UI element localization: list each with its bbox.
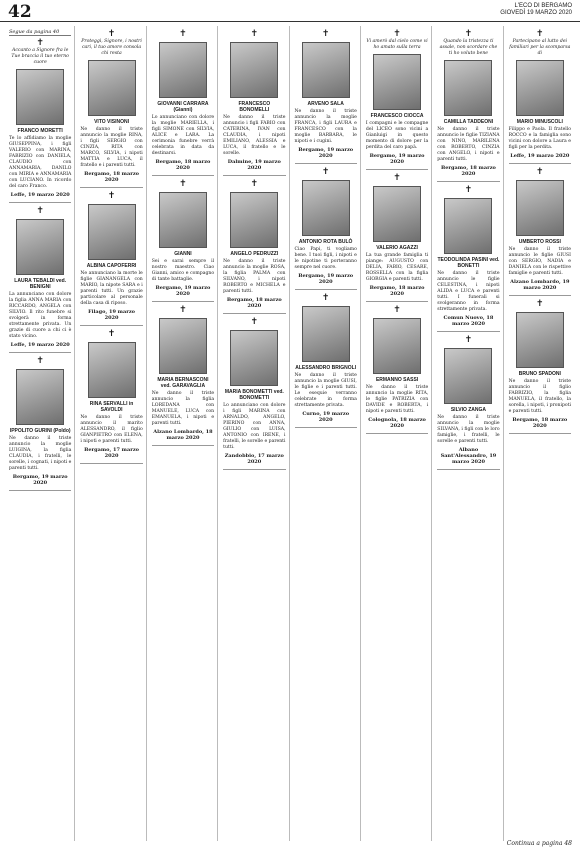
obituary-column <box>363 26 432 841</box>
notice-place-date: Bergamo, 19 marzo 2020 <box>298 147 354 159</box>
notice-text: Ne annunciano la morte le figlie GIANANGELA con MARIO, la nipote SARA e i parenti tutti. Un grazie particolare al personale della casa di riposo. <box>80 271 143 306</box>
notice-text: Ne danno il triste annuncio la moglie FRANCA, i figli LAURA e FRANCESCO con la moglie BARBARA, le nipoti e i cugini. <box>294 109 357 144</box>
portrait-photo <box>444 348 492 404</box>
portrait-photo <box>516 180 564 236</box>
obituary-column <box>292 26 361 841</box>
notice-text: Ne danno il triste annuncio i figli FABIO con CATERINA, IVAN con CLAUDIA, i nipoti EMILIANO, ALESSIA e LUCA, il fratello e le sorelle. <box>223 115 286 156</box>
cross-icon: ✝ <box>36 38 44 48</box>
obituary-notice <box>152 176 214 302</box>
obituary-notice <box>80 26 142 188</box>
deceased-name: VALERIO AGAZZI <box>376 245 418 251</box>
page-number: 42 <box>8 2 32 22</box>
deceased-name: ERMANNO SASSI <box>375 377 419 383</box>
portrait-photo <box>159 318 207 374</box>
obituary-column <box>6 26 75 841</box>
notice-text: Ne danno il triste annuncio il figlio FABRIZIO, la figlia MANUELA, il fratello, la sorella, i nipoti, i pronipoti e parenti tutti. <box>508 379 571 414</box>
continued-from-label: Segue da pagina 40 <box>9 29 71 36</box>
deceased-name: GIOVANNI CARRARA (Gianni) <box>157 101 209 113</box>
deceased-name: FRANCESCO CIOCCA <box>370 113 424 119</box>
notice-place-date: Bergamo, 18 marzo 2020 <box>512 417 568 429</box>
deceased-name: ALBINA CAPOFERRI <box>86 263 137 269</box>
cross-icon: ✝ <box>250 29 259 39</box>
cross-icon: ✝ <box>179 305 187 315</box>
portrait-photo <box>516 312 564 368</box>
notice-text: Te lo affidiamo la moglie GIUSEPPINA, i figli VALERIO con MARINA, FABRIZIO con DANIELA, CLAUDIO con ANNAMARIA, DANILO con MIRIA e ANNAMARIA con LUCIANO. In ricordo del caro Franco. <box>9 136 72 189</box>
cross-icon: ✝ <box>536 299 544 309</box>
deceased-name: UMBERTO ROSSI <box>518 239 561 245</box>
portrait-photo <box>444 60 492 116</box>
obituary-notice <box>9 203 71 353</box>
deceased-name: ANTONIO ROTA BULÒ <box>298 239 353 245</box>
notice-text: Ne danno il triste annuncio la figlia LOREDANA con MANUELE, LUCA con EMANUELA, i nipoti e parenti tutti. <box>151 391 215 426</box>
cross-icon: ✝ <box>107 329 116 339</box>
deceased-name: MARIA BERNASCONI ved. GARAVAGLIA <box>157 377 209 389</box>
notice-text: I compagni e le compagne del LICEO sono vicini a Gianluigi in questo momento di dolore per la perdita del caro papà. <box>365 121 429 150</box>
portrait-photo <box>230 192 278 248</box>
notice-text: La tua grande famiglia ti piange: AUGUSTO con DELIA, FABIO, CESARE, ROSSELLA con la figlia GIORGIA e parenti tutti. <box>365 253 429 282</box>
obituary-notice <box>509 296 571 434</box>
cross-icon: ✝ <box>107 191 116 201</box>
notice-text: Lo annunciano con dolore la moglie MARIELLA, i figli SIMONE con SILVIA, ALICE e LARA. La cerimonia funebre verrà celebrata in data da destinarsi. <box>151 115 215 156</box>
notice-text: Ne danno il triste annuncio la moglie ROSA, la figlia PALMA con SILVANO, i nipoti ROBERTO e MICHELA e parenti tutti. <box>223 259 286 294</box>
portrait-photo <box>373 54 421 110</box>
deceased-name: GIANNI <box>174 251 192 257</box>
notice-text: Ne danno il triste annuncio la moglie SILVANA, i figli con le loro famiglie, i fratelli, le sorelle e parenti tutti. <box>437 415 500 444</box>
notice-place-date: Alzano Lombardo, 18 marzo 2020 <box>153 429 213 441</box>
portrait-photo <box>373 186 421 242</box>
obituary-notice <box>366 26 428 170</box>
notice-text: Lo annunciano con dolore i figli MARINA con ARNALDO, ANGELO, PIERINO con ANNA, GIULIO con LUISA, ANTONIO con IRENE, i fratelli, le sorelle e parenti tutti. <box>223 403 286 450</box>
notice-place-date: Bergamo, 19 marzo 2020 <box>298 273 354 285</box>
paper-name: L'ECO DI BERGAMO <box>514 3 572 9</box>
notice-place-date: Leffe, 19 marzo 2020 <box>10 342 70 348</box>
cross-icon: ✝ <box>464 335 473 345</box>
notice-verse: Partecipano al lutto dei familiari per la scomparsa di <box>509 39 571 56</box>
portrait-photo <box>159 192 207 248</box>
deceased-name: IPPOLITO GURINI (Poldo) <box>9 428 71 434</box>
notice-verse: Proteggi, Signore, i nostri cari, il tuo amore consola chi resta <box>81 39 142 56</box>
deceased-name: RINA SERVALLI in SAVOLDI <box>89 401 134 413</box>
deceased-name: MARIO MINUSCOLI <box>516 119 563 125</box>
portrait-photo <box>159 42 207 98</box>
cross-icon: ✝ <box>36 206 44 216</box>
cross-icon: ✝ <box>464 29 473 39</box>
portrait-photo <box>16 219 64 275</box>
obituary-notice <box>295 290 357 428</box>
deceased-name: TEODOLINDA PASINI ved. BONETTI <box>437 257 500 269</box>
portrait-photo <box>16 369 64 425</box>
notice-place-date: Colognola, 18 marzo 2020 <box>368 417 426 429</box>
portrait-photo <box>16 69 64 125</box>
obituary-notice <box>295 26 357 164</box>
notice-place-date: Comun Nuovo, 18 marzo 2020 <box>443 315 494 327</box>
continues-note: Continua a pagina 48 <box>506 840 572 847</box>
obituary-columns <box>6 26 574 841</box>
deceased-name: SILVIO ZANGA <box>450 407 487 413</box>
cross-icon: ✝ <box>250 179 259 189</box>
notice-text: Ne danno il triste annuncio le figlie TIZIANA con NINO, MARILENA con ROBERTO, CINZIA con ANGELO, i nipoti e parenti tutti. <box>437 127 500 162</box>
notice-place-date: Bergamo, 18 marzo 2020 <box>226 297 282 309</box>
notice-verse: Vi amerò dal cielo come vi ho amato sulla terra <box>366 39 428 50</box>
notice-text: Ne danno il triste annuncio la moglie RITA, le figlie PATRIZIA con DAVIDE e ROBERTA, i nipoti e parenti tutti. <box>365 385 429 414</box>
cross-icon: ✝ <box>393 29 401 39</box>
obituary-notice <box>9 353 71 491</box>
deceased-name: MARIA BONOMETTI ved. BONOMETTI <box>224 389 284 401</box>
deceased-name: ANGELO PEDRUZZI <box>230 251 279 257</box>
notice-verse: Quando la tristezza ti assale, non scordare che ti ho voluto bene <box>439 39 498 56</box>
notice-text: Ne danno il triste annuncio le figlie GIUSI con SERGIO, NADIA e DANIELA con le rispettive famiglie e parenti tutti. <box>508 247 571 276</box>
notice-place-date: Bergamo, 18 marzo 2020 <box>440 165 496 177</box>
obituary-notice <box>437 182 499 332</box>
notice-text: Sei e sarai sempre il nostro maestro. Ciao Gianni, amico e compagno di tante battaglie. <box>151 259 215 282</box>
deceased-name: BRUNO SPADONI <box>518 371 561 377</box>
obituary-notice <box>223 176 285 314</box>
deceased-name: FRANCO MORETTI <box>17 128 63 134</box>
notice-text: Ne danno il triste annuncio la moglie RINA, i figli SERGIO con CINZIA, RITA con MARCO, SILVIA, i nipoti MATTIA e LUCA, il fratello e i parenti tutti. <box>80 127 143 168</box>
notice-place-date: Albano Sant'Alessandro, 19 marzo 2020 <box>440 447 497 465</box>
obituary-column <box>149 26 218 841</box>
portrait-photo <box>302 42 350 98</box>
obituary-column <box>434 26 503 841</box>
page-header <box>0 0 580 22</box>
obituary-column <box>506 26 574 841</box>
deceased-name: CAMILLA TADDEONI <box>443 119 494 125</box>
deceased-name: VITO VISINONI <box>94 119 130 125</box>
portrait-photo <box>230 330 278 386</box>
obituary-notice <box>223 314 285 470</box>
portrait-photo <box>230 42 278 98</box>
notice-place-date: Filago, 19 marzo 2020 <box>88 309 136 321</box>
portrait-photo <box>444 198 492 254</box>
portrait-photo <box>373 318 421 374</box>
cross-icon: ✝ <box>536 167 544 177</box>
notice-place-date: Bergamo, 19 marzo 2020 <box>155 285 211 297</box>
notice-place-date: Dalmine, 19 marzo 2020 <box>227 159 281 171</box>
notice-text: Ne danno il triste annuncio la moglie LUIGINA, la figlia CLAUDIA, i fratelli, le sorelle, i cognati, i nipoti e parenti tutti. <box>9 436 72 471</box>
paper-masthead <box>500 3 572 17</box>
obituary-column <box>77 26 146 841</box>
notice-place-date: Bergamo, 17 marzo 2020 <box>84 447 140 459</box>
cross-icon: ✝ <box>321 293 330 303</box>
cross-icon: ✝ <box>393 173 401 183</box>
notice-text: Ciao Papi, ti vogliamo bene. I tuoi figli, i nipoti e le nipotine ti porteranno sempre nel cuore. <box>294 247 357 270</box>
obituary-notice <box>80 326 142 464</box>
obituary-notice <box>366 170 428 302</box>
notice-verse: Accanto a Signore fra le Tue braccia il tuo eterno cuore <box>11 48 69 65</box>
notice-place-date: Alzano Lombardo, 19 marzo 2020 <box>510 279 570 291</box>
obituary-notice <box>152 302 214 446</box>
portrait-photo <box>302 180 350 236</box>
notice-place-date: Zandobbio, 17 marzo 2020 <box>224 453 284 465</box>
cross-icon: ✝ <box>250 317 259 327</box>
notice-place-date: Leffe, 19 marzo 2020 <box>510 153 570 159</box>
deceased-name: ALESSANDRO BRIGNOLI <box>295 365 357 371</box>
notice-text: Ne danno il triste annuncio le figlie CELESTINA, i nipoti ALIDA e LUCA e parenti tutti. I funerali si svolgeranno in forma strettamente privata. <box>437 271 500 312</box>
cross-icon: ✝ <box>321 29 330 39</box>
portrait-photo <box>88 342 136 398</box>
cross-icon: ✝ <box>36 356 44 366</box>
cross-icon: ✝ <box>536 29 544 39</box>
portrait-photo <box>88 204 136 260</box>
notice-text: La annunciano con dolore la figlia ANNA MARIA con RICCARDO, ANGELA con SILVIO. Il rito funebre si svolgerà in forma strettamente privata. Un grazie di cuore a chi ci è stato vicino. <box>9 292 72 339</box>
notice-text: Ne danno il triste annuncio il marito ALESSANDRO, il figlio GIANPIETRO con ELENA, i nipoti e parenti tutti. <box>80 415 143 444</box>
obituary-notice <box>152 26 214 176</box>
cross-icon: ✝ <box>393 305 401 315</box>
deceased-name: LAURA TEBALDI ved. BENIGNI <box>14 278 67 290</box>
portrait-photo <box>516 60 564 116</box>
obituary-notice <box>509 164 571 296</box>
portrait-photo <box>88 60 136 116</box>
obituary-notice <box>366 302 428 434</box>
obituary-notice <box>9 26 71 203</box>
notice-place-date: Bergamo, 19 marzo 2020 <box>369 153 425 165</box>
obituary-notice <box>80 188 142 326</box>
obituary-notice <box>509 26 571 164</box>
portrait-photo <box>302 306 350 362</box>
issue-date: GIOVEDÌ 19 MARZO 2020 <box>500 10 572 16</box>
deceased-name: ARVENO SALA <box>307 101 344 107</box>
notice-text: Filippo e Paola. Il fratello ROCCO e la famiglia sono vicini con dolore a Laura e figli per la perdita. <box>508 127 571 150</box>
notice-place-date: Bergamo, 18 marzo 2020 <box>369 285 425 297</box>
cross-icon: ✝ <box>464 185 473 195</box>
notice-place-date: Bergamo, 18 marzo 2020 <box>84 171 140 183</box>
cross-icon: ✝ <box>179 29 187 39</box>
notice-text: Ne danno il triste annuncio la moglie GIUSI, le figlie e i parenti tutti. Le esequie verranno celebrate in forma strettamente privata. <box>294 373 357 408</box>
notice-place-date: Leffe, 19 marzo 2020 <box>10 192 70 198</box>
obituary-notice <box>437 26 499 182</box>
obituary-notice <box>295 164 357 290</box>
obituary-column <box>220 26 289 841</box>
notice-place-date: Bergamo, 19 marzo 2020 <box>12 474 68 486</box>
notice-place-date: Curno, 19 marzo 2020 <box>302 411 350 423</box>
cross-icon: ✝ <box>107 29 116 39</box>
deceased-name: FRANCESCO BONOMELLI <box>238 101 271 113</box>
notice-place-date: Bergamo, 18 marzo 2020 <box>155 159 211 171</box>
cross-icon: ✝ <box>321 167 330 177</box>
obituary-notice <box>223 26 285 176</box>
cross-icon: ✝ <box>179 179 187 189</box>
obituary-notice <box>437 332 499 470</box>
